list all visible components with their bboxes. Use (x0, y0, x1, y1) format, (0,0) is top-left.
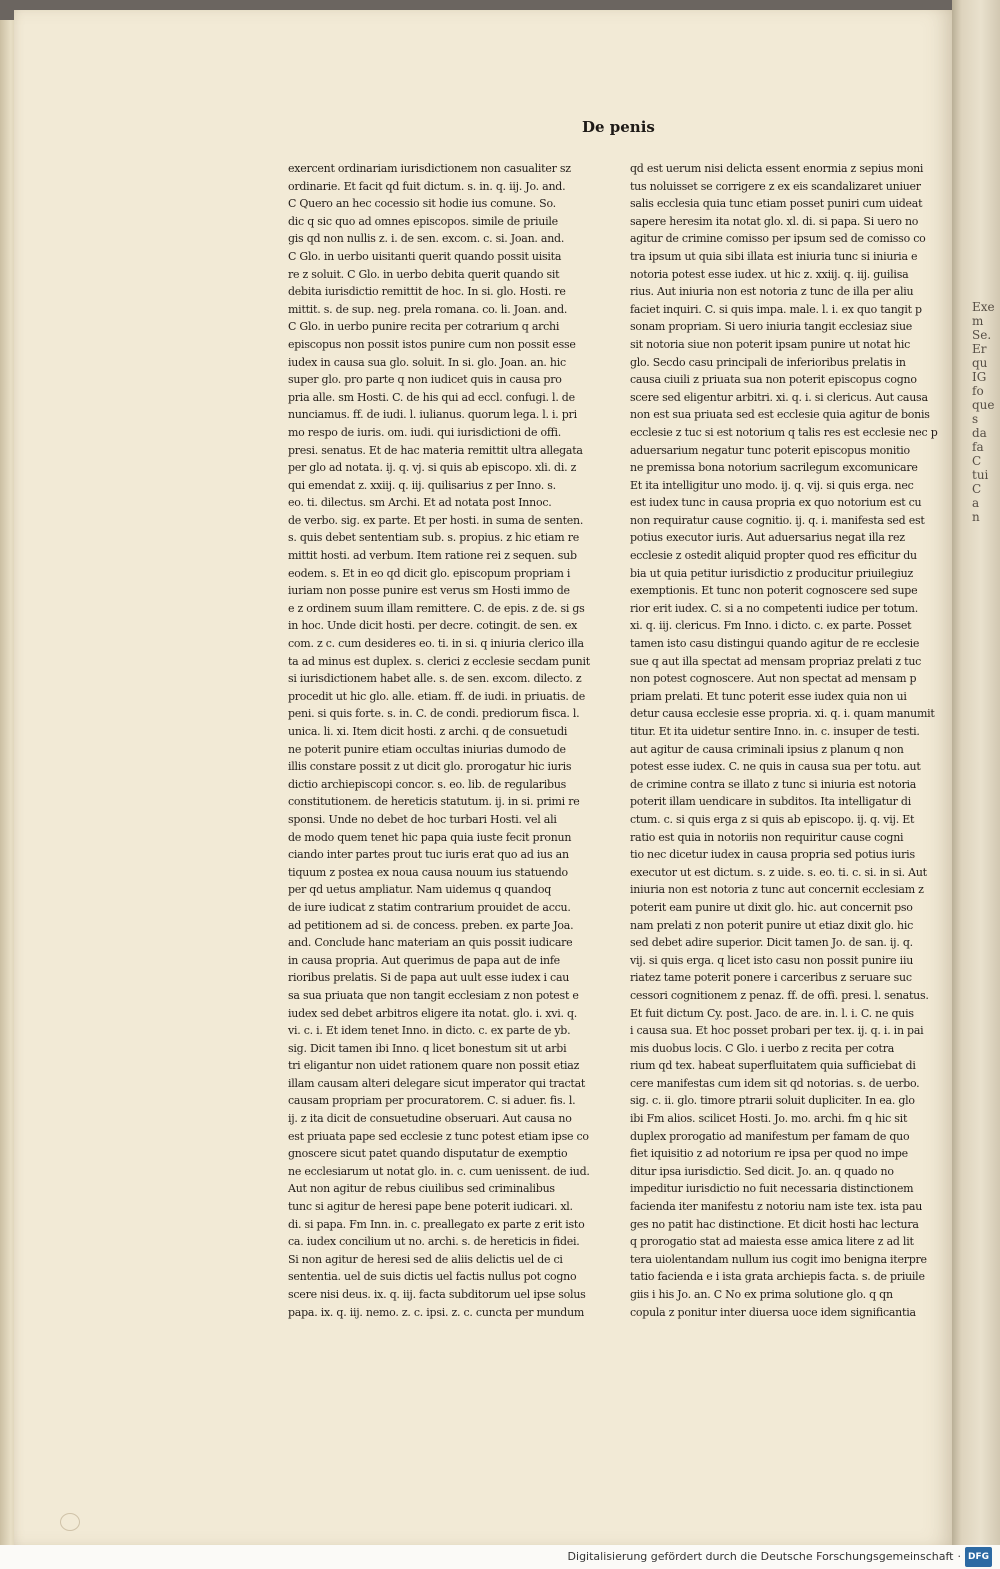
running-title: De penis (582, 118, 655, 136)
text-line: tio nec dicetur iudex in causa propria sed potius iuris (630, 848, 915, 862)
library-stamp-icon (60, 1513, 80, 1531)
text-line: cessori cognitionem z penaz. ff. de offi. presi. l. senatus. (630, 988, 929, 1002)
adjacent-page-text: Exe m Se. Er qu IG fo que s da fa C tui C a n (972, 300, 995, 524)
text-line: dic q sic quo ad omnes episcopos. simile de priuile (288, 214, 558, 228)
text-line: ditur ipsa iurisdictio. Sed dicit. Jo. an. q quado no (630, 1164, 894, 1178)
text-line: ecclesie z ostedit aliquid propter quod res efficitur du (630, 549, 917, 563)
text-line: ne premissa bona notorium sacrilegum excomunicare (630, 461, 918, 475)
digitization-credit: Digitalisierung gefördert durch die Deutsche Forschungsgemeinschaft · DFG (568, 1548, 992, 1566)
text-line: iniuria non est notoria z tunc aut concernit ecclesiam z (630, 883, 924, 897)
text-line: sapere heresim ita notat glo. xl. di. si papa. Si uero no (630, 214, 919, 228)
text-line: presi. senatus. Et de hac materia remittit ultra allegata (288, 443, 583, 457)
text-line: glo. Secdo casu principali de inferioribus prelatis in (630, 355, 906, 369)
text-line: non est sua priuata sed est ecclesie quia agitur de bonis (630, 408, 930, 422)
text-line: tra ipsum ut quia sibi illata est iniuria tunc si iniuria e (630, 249, 918, 263)
text-line: gnoscere sicut patet quando disputatur de exemptio (288, 1147, 568, 1161)
text-line: eo. ti. dilectus. sm Archi. Et ad notata post Innoc. (288, 496, 552, 510)
text-line: exemptionis. Et tunc non poterit cognoscere sed supe (630, 584, 918, 598)
text-line: sed debet adire superior. Dicit tamen Jo. de san. ij. q. (630, 936, 913, 950)
text-line: rium qd tex. habeat superfluitatem quia sufficiebat di (630, 1059, 916, 1073)
adjacent-page-edge (952, 0, 1000, 1545)
text-line: poterit eam punire ut dixit glo. hic. aut concernit pso (630, 900, 913, 914)
text-line: tunc si agitur de heresi pape bene poterit iudicari. xl. (288, 1200, 573, 1214)
text-line: potest esse iudex. C. ne quis in causa sua per totu. aut (630, 760, 921, 774)
text-line: giis i his Jo. an. C No ex prima solutione glo. q qn (630, 1288, 893, 1301)
text-line: priam prelati. Et tunc poterit esse iudex quia non ui (630, 689, 907, 703)
text-line: tera uiolentandam nullum ius cogit imo benigna iterpre (630, 1252, 927, 1266)
text-line: papa. ix. q. iij. nemo. z. c. ipsi. z. c. cuncta per mundum (288, 1305, 585, 1319)
text-line: rioribus prelatis. Si de papa aut uult esse iudex i cau (288, 971, 570, 985)
text-line: exercent ordinariam iurisdictionem non casualiter sz (288, 162, 571, 175)
text-line: executor ut est dictum. s. z uide. s. eo. ti. c. si. in si. Aut (630, 865, 927, 879)
text-line: mo respo de iuris. om. iudi. qui iurisdictioni de offi. (288, 425, 562, 439)
text-line: qui emendat z. xxiij. q. iij. quilisarius z per Inno. s. (288, 478, 556, 492)
text-line: nunciamus. ff. de iudi. l. iulianus. quorum lega. l. i. pri (288, 408, 577, 422)
text-line: dictio archiepiscopi concor. s. eo. lib. de regularibus (288, 777, 567, 791)
text-line: duplex prorogatio ad manifestum per famam de quo (630, 1129, 910, 1143)
text-line: agitur de crimine comisso per ipsum sed de comisso co (630, 232, 926, 246)
text-line: episcopus non possit istos punire cum non possit esse (288, 337, 576, 351)
text-line: tus noluisset se corrigere z ex eis scandalizaret uniuer (630, 179, 921, 193)
text-line: causam propriam per procuratorem. C. si aduer. fis. l. (288, 1094, 576, 1108)
text-line: and. Conclude hanc materiam an quis possit iudicare (288, 936, 573, 950)
text-line: Si non agitur de heresi sed de aliis delictis uel de ci (288, 1252, 563, 1266)
text-line: re z soluit. C Glo. in uerbo debita querit quando sit (288, 267, 560, 281)
text-line: debita iurisdictio remittit de hoc. In si. glo. Hosti. re (288, 285, 566, 299)
text-line: sig. Dicit tamen ibi Inno. q licet bonestum sit ut arbi (288, 1041, 567, 1055)
text-line: mis duobus locis. C Glo. i uerbo z recita per cotra (630, 1041, 895, 1055)
text-line: illis constare possit z ut dicit glo. prorogatur hic iuris (288, 760, 572, 774)
credit-text: Digitalisierung gefördert durch die Deutsche Forschungsgemeinschaft (567, 1550, 954, 1563)
text-line: ctum. c. si quis erga z si quis ab episcopo. ij. q. vij. Et (630, 812, 915, 826)
text-line: aduersarium negatur tunc poterit episcopus monitio (630, 443, 910, 457)
text-line: C Glo. in uerbo uisitanti querit quando possit uisita (288, 249, 562, 263)
text-line: Aut non agitur de rebus ciuilibus sed criminalibus (288, 1182, 555, 1196)
text-line: q prorogatio stat ad maiesta esse amica litere z ad lit (630, 1235, 914, 1249)
text-line: sue q aut illa spectat ad mensam propriaz prelati z tuc (630, 654, 922, 668)
text-line: poterit illam uendicare in subditos. Ita intelligatur di (630, 795, 911, 809)
text-line: iudex sed debet arbitros eligere ita notat. glo. i. xvi. q. (288, 1006, 578, 1020)
text-line: sponsi. Unde no debet de hoc turbari Hosti. vel ali (288, 812, 557, 826)
text-line: ibi Fm alios. scilicet Hosti. Jo. mo. archi. fm q hic sit (630, 1112, 908, 1126)
text-line: bia ut quia petitur iurisdictio z producitur priuilegiuz (630, 566, 914, 580)
text-line: fiet iquisitio z ad notorium re ipsa per quod no impe (630, 1147, 908, 1161)
text-line: iuriam non posse punire est verus sm Hosti immo de (288, 584, 570, 598)
text-line: ordinarie. Et facit qd fuit dictum. s. in. q. iij. Jo. and. (288, 179, 566, 193)
text-line: Et ita intelligitur uno modo. ij. q. vij. si quis erga. nec (630, 478, 914, 492)
text-line: in causa propria. Aut querimus de papa aut de infe (288, 953, 560, 967)
text-line: mittit hosti. ad verbum. Item ratione rei z sequen. sub (288, 549, 577, 563)
text-line: C Quero an hec cocessio sit hodie ius comune. So. (288, 197, 556, 211)
text-line: detur causa ecclesie esse propria. xi. q. i. quam manumit (630, 707, 935, 721)
text-line: vi. c. i. Et idem tenet Inno. in dicto. c. ex parte de yb. (288, 1024, 571, 1038)
text-line: qd est uerum nisi delicta essent enormia z sepius moni (630, 162, 924, 175)
text-line: tamen isto casu distingui quando agitur de re ecclesie (630, 637, 920, 651)
text-line: est priuata pape sed ecclesie z tunc potest etiam ipse co (288, 1129, 589, 1143)
text-line: tri eligantur non uidet rationem quare non possit etiaz (288, 1059, 580, 1073)
text-line: causa ciuili z priuata sua non poterit episcopus cogno (630, 373, 917, 387)
text-line: ad petitionem ad si. de concess. preben. ex parte Joa. (288, 918, 574, 932)
text-line: ca. iudex concilium ut no. archi. s. de hereticis in fidei. (288, 1235, 580, 1249)
text-line: ratio est quia in notoriis non requiritur cause cogni (630, 830, 904, 844)
text-line: e z ordinem suum illam remittere. C. de epis. z de. si gs (288, 601, 585, 615)
text-line: si iurisdictionem habet alle. s. de sen. excom. dilecto. z (288, 672, 582, 686)
text-line: cere manifestas cum idem sit qd notorias. s. de uerbo. (630, 1076, 920, 1090)
text-column-left (288, 160, 590, 1321)
text-line: non potest cognoscere. Aut non spectat ad mensam p (630, 672, 917, 686)
text-line: notoria potest esse iudex. ut hic z. xxiij. q. iij. guilisa (630, 267, 909, 281)
dfg-logo-icon: DFG (965, 1547, 992, 1567)
text-line: Et fuit dictum Cy. post. Jaco. de are. in. l. i. C. ne quis (630, 1006, 914, 1020)
text-line: impeditur iurisdictio no fuit necessaria distinctionem (630, 1182, 914, 1196)
text-line: ij. z ita dicit de consuetudine obseruari. Aut causa no (288, 1112, 572, 1126)
text-line: com. z c. cum desideres eo. ti. in si. q iniuria clerico illa (288, 637, 584, 651)
text-line: salis ecclesia quia tunc etiam posset puniri cum uideat (630, 197, 923, 211)
text-line: est iudex tunc in causa propria ex quo notorium est cu (630, 496, 922, 510)
text-line: iudex in causa sua glo. soluit. In si. glo. Joan. an. hic (288, 355, 566, 369)
text-line: riatez tame poterit ponere i carceribus z seruare suc (630, 971, 912, 985)
text-line: aut agitur de causa criminali ipsius z planum q non (630, 742, 904, 756)
text-column-right (630, 160, 938, 1321)
text-line: per qd uetus ampliatur. Nam uidemus q quandoq (288, 883, 551, 897)
text-line: peni. si quis forte. s. in. C. de condi. prediorum fisca. l. (288, 707, 580, 721)
text-line: di. si papa. Fm Inn. in. c. preallegato ex parte z erit isto (288, 1217, 585, 1231)
text-line: vij. si quis erga. q licet isto casu non possit punire iiu (630, 953, 914, 967)
text-line: scere sed eligentur arbitri. xi. q. i. si clericus. Aut causa (630, 390, 928, 404)
text-line: ges no patit hac distinctione. Et dicit hosti hac lectura (630, 1217, 919, 1231)
text-line: mittit. s. de sup. neg. prela romana. co. li. Joan. and. (288, 302, 568, 316)
text-line: procedit ut hic glo. alle. etiam. ff. de iudi. in priuatis. de (288, 689, 585, 703)
text-line: pria alle. sm Hosti. C. de his qui ad eccl. confugi. l. de (288, 390, 575, 404)
text-line: facienda iter manifestu z notoriu nam iste tex. ista pau (630, 1200, 923, 1214)
text-line: titur. Et ita uidetur sentire Inno. in. c. insuper de testi. (630, 725, 920, 738)
text-line: tatio facienda e i ista grata archiepis facta. s. de priuile (630, 1270, 925, 1284)
text-line: ciando inter partes prout tuc iuris erat quo ad ius an (288, 848, 569, 862)
text-line: nam prelati z non poterit punire ut etiaz dixit glo. hic (630, 918, 913, 932)
text-line: C Glo. in uerbo punire recita per cotrarium q archi (288, 320, 560, 334)
text-line: de iure iudicat z statim contrarium prouidet de accu. (288, 900, 571, 914)
text-line: ecclesie z tuc si est notorium q talis res est ecclesie nec p (630, 425, 938, 439)
text-line: sonam propriam. Si uero iniuria tangit ecclesiaz siue (630, 320, 913, 334)
text-line: de verbo. sig. ex parte. Et per hosti. in suma de senten. (288, 513, 584, 527)
text-line: xi. q. iij. clericus. Fm Inno. i dicto. c. ex parte. Posset (630, 619, 912, 633)
text-line: constitutionem. de hereticis statutum. ij. in si. primi re (288, 795, 580, 809)
text-line: per glo ad notata. ij. q. vj. si quis ab episcopo. xli. di. z (288, 461, 577, 475)
text-line: eodem. s. Et in eo qd dicit glo. episcopum propriam i (288, 566, 571, 580)
text-line: gis qd non nullis z. i. de sen. excom. c. si. Joan. and. (288, 232, 565, 246)
text-line: potius executor iuris. Aut aduersarius negat illa rez (630, 531, 905, 545)
text-line: de crimine contra se illato z tunc si iniuria est notoria (630, 777, 917, 791)
text-line: ne ecclesiarum ut notat glo. in. c. cum uenissent. de iud. (288, 1164, 590, 1178)
text-line: super glo. pro parte q non iudicet quis in causa pro (288, 373, 562, 387)
text-line: copula z ponitur inter diuersa uoce idem significantia (630, 1305, 916, 1319)
text-line: ne poterit punire etiam occultas iniurias dumodo de (288, 742, 566, 756)
text-line: scere nisi deus. ix. q. iij. facta subditorum uel ipse solus (288, 1288, 586, 1301)
text-line: unica. li. xi. Item dicit hosti. z archi. q de consuetudi (288, 725, 568, 738)
text-line: de modo quem tenet hic papa quia iuste fecit pronun (288, 830, 572, 844)
text-line: ta ad minus est duplex. s. clerici z ecclesie secdam punit (288, 654, 590, 668)
text-line: rior erit iudex. C. si a no competenti iudice per totum. (630, 601, 918, 615)
text-line: i causa sua. Et hoc posset probari per tex. ij. q. i. in pai (630, 1024, 924, 1038)
text-line: rius. Aut iniuria non est notoria z tunc de illa per aliu (630, 285, 914, 299)
text-line: sit notoria siue non poterit ipsam punire ut notat hic (630, 337, 911, 351)
text-line: sig. c. ii. glo. timore ptrarii soluit dupliciter. In ea. glo (630, 1094, 915, 1108)
text-line: sententia. uel de suis dictis uel factis nullus pot cogno (288, 1270, 577, 1284)
text-line: faciet inquiri. C. si quis impa. male. l. i. ex quo tangit p (630, 302, 922, 316)
text-line: illam causam alteri delegare sicut imperator qui tractat (288, 1076, 586, 1090)
text-line: sa sua priuata que non tangit ecclesiam z non potest e (288, 988, 579, 1002)
text-line: s. quis debet sententiam sub. s. propius. z hic etiam re (288, 531, 579, 545)
text-line: non requiratur cause cognitio. ij. q. i. manifesta sed est (630, 513, 925, 527)
text-line: in hoc. Unde dicit hosti. per decre. cotingit. de sen. ex (288, 619, 578, 633)
text-line: tiquum z postea ex noua causa nouum ius statuendo (288, 865, 568, 879)
